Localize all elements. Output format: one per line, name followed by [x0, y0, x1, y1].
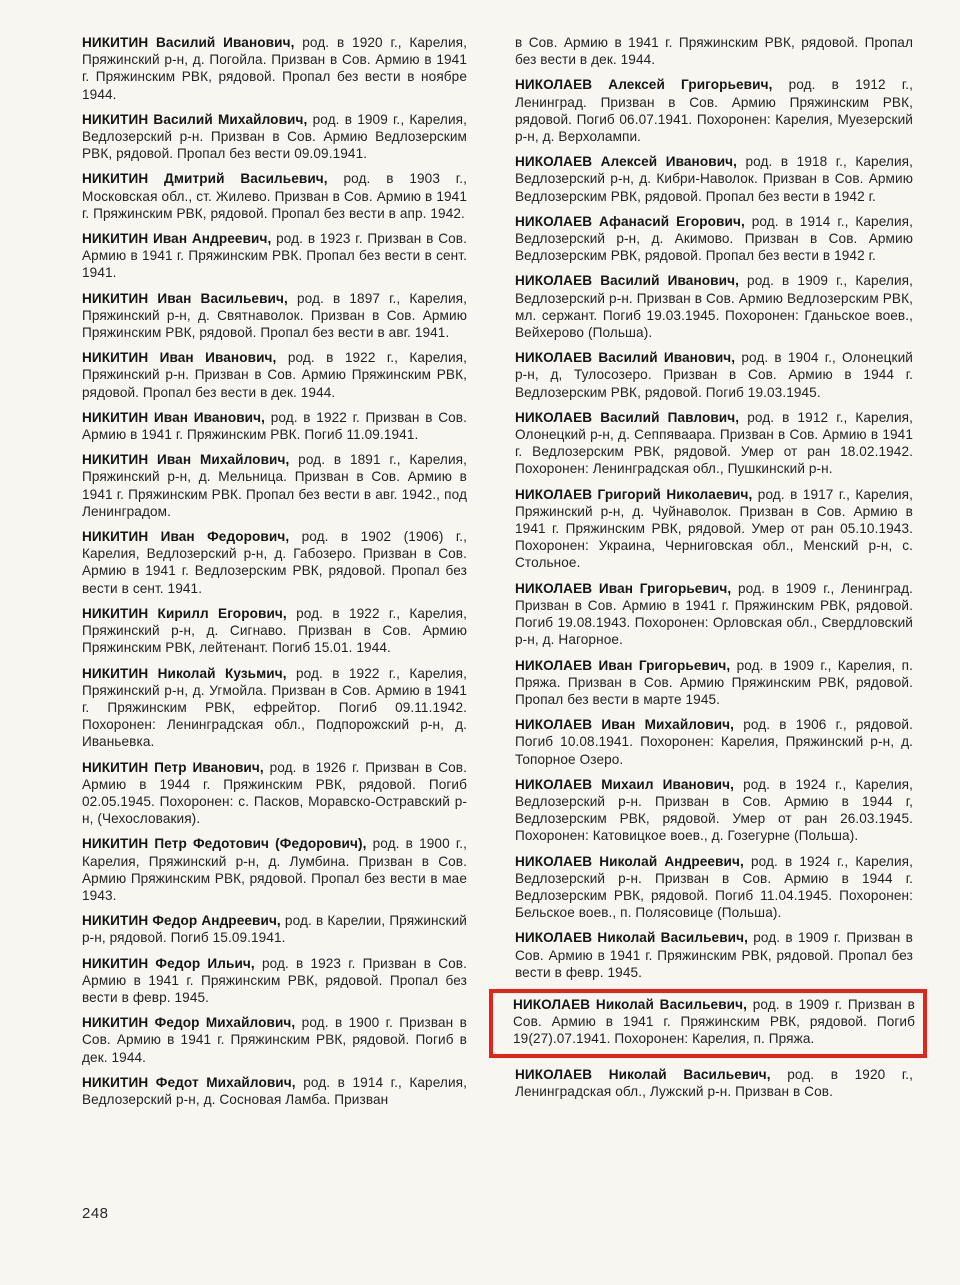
entry-surname-name: НИКИТИН Федор Михайлович, — [82, 1015, 296, 1031]
entry: НИКИТИН Федор Андреевич, род. в Карелии, Пряжинский р-н, рядовой. Погиб 15.09.1941. — [82, 913, 467, 946]
entry-surname-name: НИКИТИН Петр Иванович, — [82, 759, 264, 775]
entry-surname-name: НИКОЛАЕВ Василий Иванович, — [515, 350, 736, 366]
entry-surname-name: НИКОЛАЕВ Василий Иванович, — [515, 273, 739, 289]
entry: НИКОЛАЕВ Василий Павлович, род. в 1912 г., Карелия, Олонецкий р-н, д. Сеппяваара. Призван в Сов. Армию в 1941 г. Ведлозерским РВК, рядовой. Умер от ран 18.02.1942. Похоронен: Ленинградская обл., Пушкинский р-н. — [515, 409, 913, 477]
entry-surname-name: НИКОЛАЕВ Василий Павлович, — [515, 409, 740, 425]
entry: НИКИТИН Федор Ильич, род. в 1923 г. Призван в Сов. Армию в 1941 г. Пряжинским РВК, рядовой. Пропал без вести в февр. 1945. — [82, 955, 467, 1005]
entry: НИКИТИН Иван Михайлович, род. в 1891 г., Карелия, Пряжинский р-н, д. Мельница. Призван в Сов. Армию в 1941 г. Пряжинским РВК. Пропал без вести в авг. 1942., под Ленинградом. — [82, 452, 467, 519]
entry-surname-name: НИКИТИН Василий Иванович, — [82, 35, 295, 50]
entry: НИКИТИН Василий Иванович, род. в 1920 г., Карелия, Пряжинский р-н, д. Погойла. Призван в Сов. Армию в 1941 г. Пряжинским РВК, рядовой. Пропал без вести в ноябре 1944. — [82, 35, 467, 102]
entry: НИКИТИН Кирилл Егорович, род. в 1922 г., Карелия, Пряжинский р-н, д. Сигнаво. Призван в Сов. Армию Пряжинским РВК, лейтенант. Погиб 15.01. 1944. — [82, 605, 467, 656]
entry-surname-name: НИКИТИН Иван Михайлович, — [82, 452, 290, 468]
entry: НИКИТИН Василий Михайлович, род. в 1909 г., Карелия, Ведлозерский р-н. Призван в Сов. Армию Ведлозерским РВК, рядовой. Пропал без вести 09.09.1941. — [82, 111, 467, 162]
entry: НИКИТИН Иван Андреевич, род. в 1923 г. Призван в Сов. Армию в 1941 г. Пряжинским РВК. Пропал без вести в сент. 1941. — [82, 231, 467, 281]
entry-surname-name: НИКИТИН Николай Кузьмич, — [82, 665, 287, 681]
entry-surname-name: НИКОЛАЕВ Григорий Николаевич, — [515, 486, 753, 502]
entry: НИКОЛАЕВ Афанасий Егорович, род. в 1914 г., Карелия, Ведлозерский р-н, д. Акимово. Призван в Сов. Армию Ведлозерским РВК, рядовой. Пропал без вести в 1942 г. — [515, 213, 913, 264]
entry-surname-name: НИКОЛАЕВ Николай Васильевич, — [513, 996, 747, 1012]
entry-surname-name: НИКОЛАЕВ Иван Григорьевич, — [515, 580, 732, 596]
entry: НИКОЛАЕВ Михаил Иванович, род. в 1924 г., Карелия, Ведлозерский р-н. Призван в Сов. Армию в 1944 г, Ведлозерским РВК, рядовой. Умер от ран 26.03.1945. Похоронен: Катовицкое воев., д. Гозегурне (Польша). — [515, 776, 913, 844]
entry: НИКОЛАЕВ Иван Григорьевич, род. в 1909 г., Карелия, п. Пряжа. Призван в Сов. Армию Пряжинским РВК, рядовой. Пропал без вести в марте 1945. — [515, 657, 913, 707]
entry: НИКИТИН Петр Иванович, род. в 1926 г. Призван в Сов. Армию в 1944 г. Пряжинским РВК, рядовой. Погиб 02.05.1945. Похоронен: с. Пасков, Моравско-Остравский р-н, (Чехословакия). — [82, 759, 467, 827]
entry-surname-name: НИКИТИН Иван Иванович, — [82, 409, 266, 425]
entry: НИКИТИН Федот Михайлович, род. в 1914 г., Карелия, Ведлозерский р-н, д. Сосновая Ламба. Призван — [82, 1074, 467, 1107]
entry-surname-name: НИКИТИН Федот Михайлович, — [82, 1074, 296, 1090]
entry-surname-name: НИКОЛАЕВ Николай Васильевич, — [515, 1066, 771, 1082]
entry-surname-name: НИКИТИН Василий Михайлович, — [82, 111, 308, 127]
entry-surname-name: НИКОЛАЕВ Николай Васильевич, — [515, 930, 748, 946]
entry-surname-name: НИКОЛАЕВ Алексей Иванович, — [515, 154, 738, 170]
entry-surname-name: НИКОЛАЕВ Николай Андреевич, — [515, 853, 744, 869]
entry: НИКОЛАЕВ Алексей Григорьевич, род. в 1912 г., Ленинград. Призван в Сов. Армию Пряжинским РВК, рядовой. Погиб 06.07.1941. Похоронен: Карелия, Муезерский р-н, д. Верхолампи. — [515, 77, 913, 145]
entry-surname-name: НИКИТИН Дмитрий Васильевич, — [82, 171, 328, 187]
entry-highlighted: НИКОЛАЕВ Николай Васильевич, род. в 1909 г. Призван в Сов. Армию в 1941 г. Пряжинским РВК, рядовой. Погиб 19(27).07.1941. Похоронен: Карелия, п. Пряжа. — [489, 989, 927, 1058]
entry-surname-name: НИКИТИН Иван Федорович, — [82, 529, 290, 545]
entry-surname-name: НИКИТИН Петр Федотович (Федорович), — [82, 836, 367, 852]
entry-surname-name: НИКИТИН Федор Ильич, — [82, 955, 255, 971]
entry-surname-name: НИКОЛАЕВ Алексей Григорьевич, — [515, 77, 773, 93]
entry: НИКИТИН Николай Кузьмич, род. в 1922 г., Карелия, Пряжинский р-н, д. Угмойла. Призван в Сов. Армию в 1941 г. Пряжинским РВК, ефрейтор. Погиб 09.11.1942. Похоронен: Ленинградская обл., Подпорожский р-н, д. Иваньевка. — [82, 665, 467, 750]
entry: НИКИТИН Иван Иванович, род. в 1922 г. Призван в Сов. Армию в 1941 г. Пряжинским РВК. Погиб 11.09.1941. — [82, 409, 467, 443]
entry: НИКОЛАЕВ Иван Михайлович, род. в 1906 г., рядовой. Погиб 10.08.1941. Похоронен: Карелия, Пряжинский р-н, д. Топорное Озеро. — [515, 717, 913, 767]
entry: НИКОЛАЕВ Василий Иванович, род. в 1909 г., Карелия, Ведлозерский р-н. Призван в Сов. Армию Ведлозерским РВК, мл. сержант. Погиб 19.03.1945. Похоронен: Гданьское воев., Вейхерово (Польша). — [515, 273, 913, 341]
entry: НИКОЛАЕВ Николай Васильевич, род. в 1920 г., Ленинградская обл., Лужский р-н. Призван в Сов. — [515, 1066, 913, 1099]
entry: НИКИТИН Иван Федорович, род. в 1902 (1906) г., Карелия, Ведлозерский р-н, д. Габозеро. Призван в Сов. Армию в 1941 г. Ведлозерским РВК, рядовой. Пропал без вести в сент. 1941. — [82, 529, 467, 596]
entry-surname-name: НИКОЛАЕВ Афанасий Егорович, — [515, 213, 745, 229]
entry-surname-name: НИКОЛАЕВ Иван Михайлович, — [515, 717, 735, 733]
entry: НИКОЛАЕВ Николай Андреевич, род. в 1924 г., Карелия, Ведлозерский р-н. Призван в Сов. Армию в 1944 г. Ведлозерским РВК, рядовой. Погиб 11.04.1945. Похоронен: Бельское воев., п. Полясовице (Польша). — [515, 853, 913, 921]
entry: НИКОЛАЕВ Василий Иванович, род. в 1904 г., Олонецкий р-н, д, Тулосозеро. Призван в Сов. Армию в 1944 г. Ведлозерским РВК, рядовой. Погиб 19.03.1945. — [515, 350, 913, 400]
entry-continuation: в Сов. Армию в 1941 г. Пряжинским РВК, рядовой. Пропал без вести в дек. 1944. — [515, 35, 913, 68]
entry: НИКИТИН Петр Федотович (Федорович), род. в 1900 г., Карелия, Пряжинский р-н, д. Лумбина. Призван в Сов. Армию Пряжинским РВК, рядовой. Пропал без вести в мае 1943. — [82, 836, 467, 903]
entry-surname-name: НИКОЛАЕВ Иван Григорьевич, — [515, 657, 731, 673]
entry: НИКОЛАЕВ Николай Васильевич, род. в 1909 г. Призван в Сов. Армию в 1941 г. Пряжинским РВК, рядовой. Пропал без вести в февр. 1945. — [515, 930, 913, 980]
entry-surname-name: НИКИТИН Иван Андреевич, — [82, 231, 272, 247]
entry: НИКИТИН Федор Михайлович, род. в 1900 г. Призван в Сов. Армию в 1941 г. Пряжинским РВК, рядовой. Погиб в дек. 1944. — [82, 1015, 467, 1065]
entry-surname-name: НИКИТИН Федор Андреевич, — [82, 913, 281, 929]
entry: НИКИТИН Иван Иванович, род. в 1922 г., Карелия, Пряжинский р-н. Призван в Сов. Армию Пряжинским РВК, рядовой. Пропал без вести в дек. 1944. — [82, 350, 467, 400]
entry-surname-name: НИКИТИН Иван Иванович, — [82, 350, 277, 366]
entry-surname-name: НИКИТИН Иван Васильевич, — [82, 290, 288, 306]
entry: НИКОЛАЕВ Алексей Иванович, род. в 1918 г., Карелия, Ведлозерский р-н, д. Кибри-Наволок. Призван в Сов. Армию Ведлозерским РВК, рядовой. Пропал без вести в 1942 г. — [515, 154, 913, 204]
entry-surname-name: НИКИТИН Кирилл Егорович, — [82, 605, 287, 621]
left-column — [82, 34, 467, 1108]
page-number: 248 — [82, 1205, 109, 1222]
right-column — [515, 34, 913, 1108]
entry: НИКОЛАЕВ Григорий Николаевич, род. в 1917 г., Карелия, Пряжинский р-н, д. Чуйнаволок. Призван в Сов. Армию в 1941 г. Пряжинским РВК, рядовой. Умер от ран 05.10.1943. Похоронен: Украина, Черниговская обл., Менский р-н, с. Стольное. — [515, 486, 913, 571]
entry: НИКИТИН Иван Васильевич, род. в 1897 г., Карелия, Пряжинский р-н, д. Святнаволок. Призван в Сов. Армию Пряжинским РВК, рядовой. Пропал без вести в авг. 1941. — [82, 290, 467, 341]
entry: НИКОЛАЕВ Иван Григорьевич, род. в 1909 г., Ленинград. Призван в Сов. Армию в 1941 г. Пряжинским РВК, рядовой. Погиб 19.08.1943. Похоронен: Орловская обл., Свердловский р-н, д. Нагорное. — [515, 580, 913, 648]
entry: НИКИТИН Дмитрий Васильевич, род. в 1903 г., Московская обл., ст. Жилево. Призван в Сов. Армию в 1941 г. Пряжинским РВК, рядовой. Пропал без вести в апр. 1942. — [82, 171, 467, 221]
text-columns — [82, 34, 928, 1108]
entry-surname-name: НИКОЛАЕВ Михаил Иванович, — [515, 776, 734, 792]
